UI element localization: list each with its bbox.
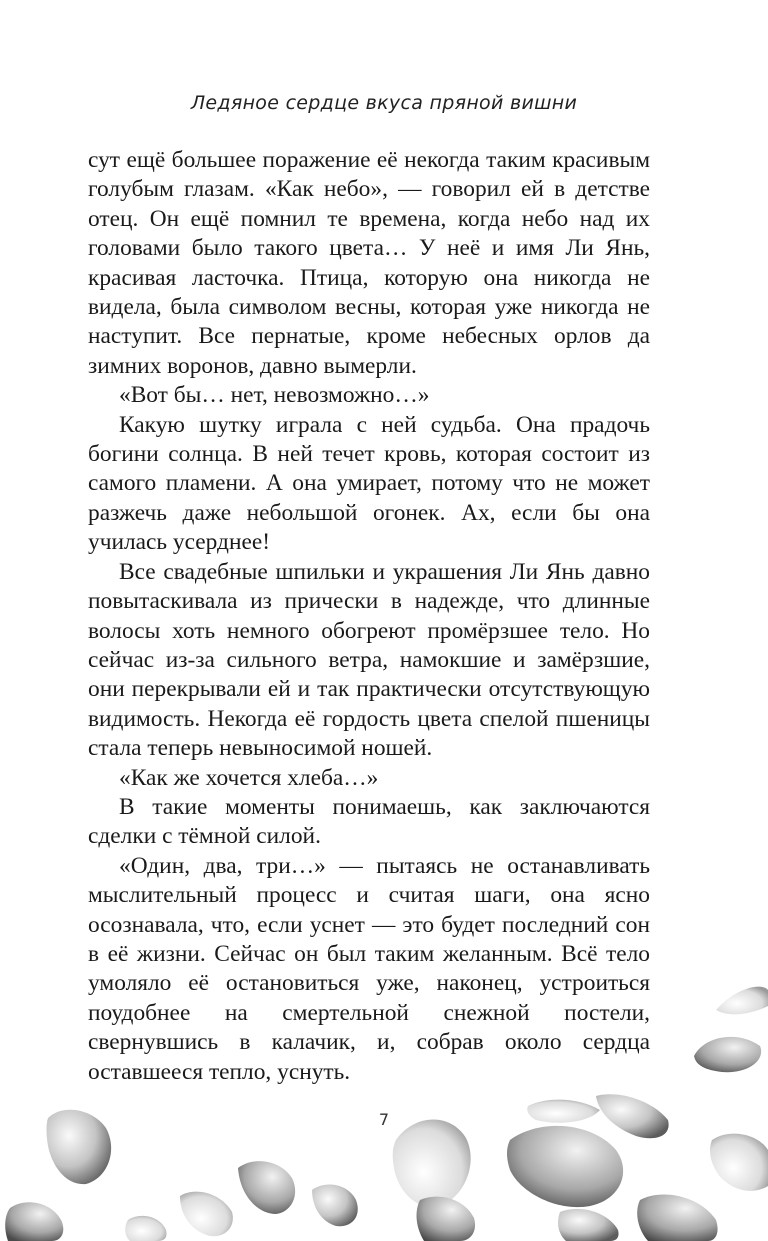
paragraph-2: «Вот бы… нет, невозможно…» (119, 382, 430, 409)
petal-16 (125, 1216, 166, 1241)
petal-10 (507, 1126, 623, 1207)
petal-9 (417, 1197, 476, 1241)
body-text (88, 146, 650, 1087)
petal-7 (312, 1185, 358, 1227)
paragraph-1: сут ещё большее поражение её некогда таким красивым голубым глазам. «Как небо», — говорил ей в детстве отец. Он ещё помнил те времена, когда небо над их головами было такого цвета… У неё и имя Ли Янь, красивая ласточка. Птица, которую она никогда не видела, была символом весны, которая уже никогда не наступит. Все пернатые, кроме небесных орлов да зимних воронов, давно вымерли. (88, 147, 650, 379)
page-number: 7 (378, 1110, 390, 1129)
petal-15 (637, 1194, 717, 1241)
petal-4 (5, 1202, 63, 1241)
paragraph-7: «Один, два, три…» — пытаясь не останавливать мыслительный процесс и считая шаги, она ясно осознавала, что, если уснет — это будет последний сон в её жизни. Сейчас он был таким желанным. Всё тело умоляло её остановиться уже, наконец, устроиться поудобнее на смертельной снежной постели, свернувшись в калачик, и, собрав около сердца оставшееся тепло, уснуть. (88, 852, 650, 1085)
petal-8 (393, 1119, 471, 1207)
paragraph-4: Все свадебные шпильки и украшения Ли Янь давно повытаскивала из прически в надежде, что длинные волосы хоть немного обогреют промёрзшее тело. Но сейчас из-за сильного ветра, намокшие и замёрзшие, они перекрывали ей и так практически отсутствующую видимость. Некогда её гордость цвета спелой пшеницы стала теперь невыносимой ношей. (88, 558, 650, 762)
petal-14 (558, 1209, 619, 1241)
petal-13 (710, 1134, 768, 1191)
petal-2 (694, 1037, 761, 1072)
paragraph-6: В такие моменты понимаешь, как заключаются сделки с тёмной силой. (88, 793, 650, 850)
paragraph-5: «Как же хочется хлеба…» (119, 764, 379, 791)
petal-6 (238, 1161, 295, 1214)
petal-1 (716, 987, 768, 1015)
paragraph-3: Какую шутку играла с ней судьба. Она прадочь богини солнца. В ней течет кровь, которая состоит из самого пламени. А она умирает, потому что не может разжечь даже небольшой огонек. Ах, если бы она училась усерднее! (88, 411, 650, 556)
petal-5 (180, 1192, 233, 1237)
running-title: Ледяное сердце вкуса пряной вишни (190, 92, 578, 114)
